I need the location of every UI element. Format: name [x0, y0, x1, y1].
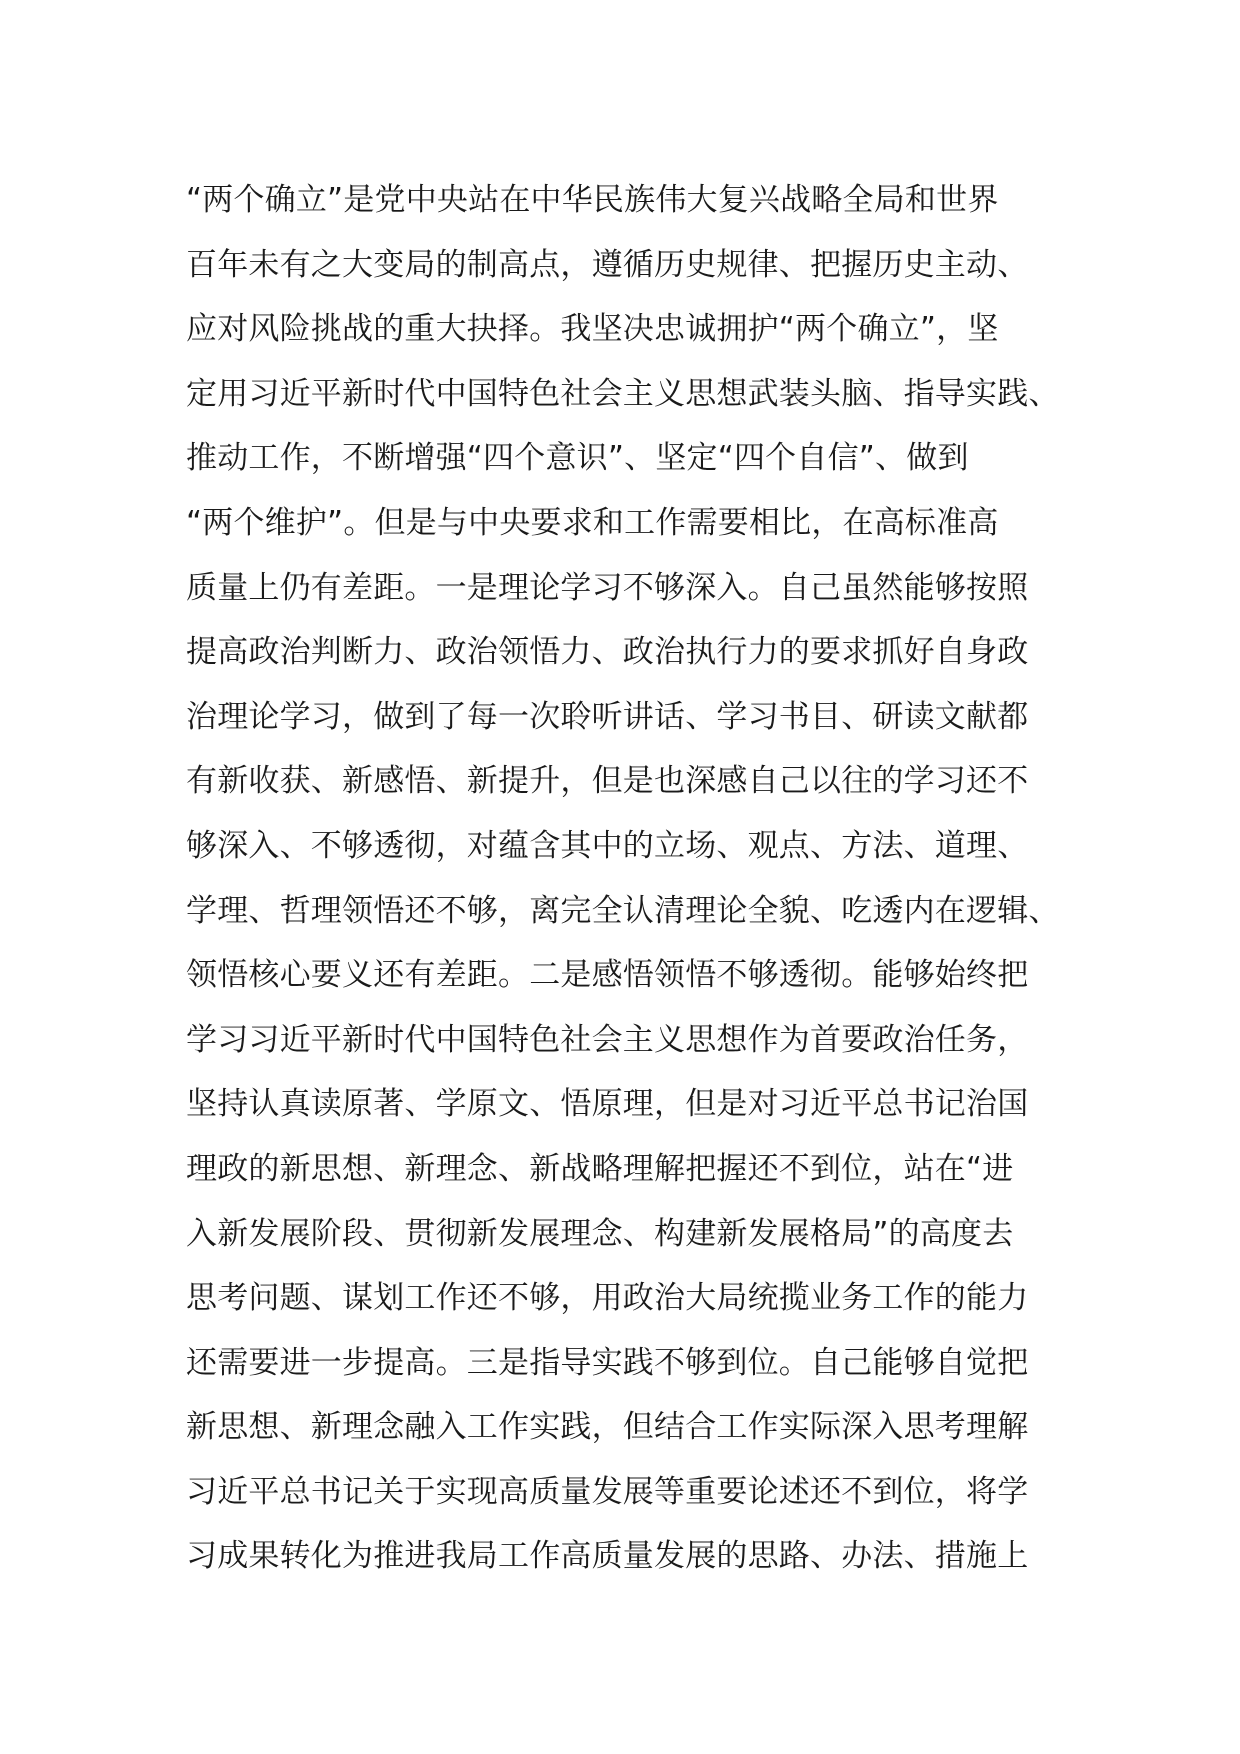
text-line: 应对风险挑战的重大抉择。我坚决忠诚拥护“两个确立”，坚	[186, 311, 999, 348]
text-line: 领悟核心要义还有差距。二是感悟领悟不够透彻。能够始终把	[186, 957, 1029, 994]
text-line: 百年未有之大变局的制高点，遵循历史规律、把握历史主动、	[186, 246, 1029, 283]
body-paragraph	[186, 168, 1066, 1589]
text-line: 提高政治判断力、政治领悟力、政治执行力的要求抓好自身政	[186, 634, 1029, 671]
text-line: 习近平总书记关于实现高质量发展等重要论述还不到位，将学	[186, 1473, 1029, 1510]
text-line: 入新发展阶段、贯彻新发展理念、构建新发展格局”的高度去	[186, 1215, 1014, 1252]
text-line: 学理、哲理领悟还不够，离完全认清理论全貌、吃透内在逻辑、	[186, 892, 1060, 929]
text-line: 学习习近平新时代中国特色社会主义思想作为首要政治任务，	[186, 1021, 1029, 1058]
text-line: 还需要进一步提高。三是指导实践不够到位。自己能够自觉把	[186, 1344, 1029, 1381]
text-line: 理政的新思想、新理念、新战略理解把握还不到位，站在“进	[186, 1150, 1014, 1187]
text-line: 够深入、不够透彻，对蕴含其中的立场、观点、方法、道理、	[186, 827, 1029, 864]
text-line: 推动工作，不断增强“四个意识”、坚定“四个自信”、做到	[186, 440, 969, 477]
text-line: 治理论学习，做到了每一次聆听讲话、学习书目、研读文献都	[186, 698, 1029, 735]
text-line: 质量上仍有差距。一是理论学习不够深入。自己虽然能够按照	[186, 569, 1029, 606]
text-line: “两个维护”。但是与中央要求和工作需要相比，在高标准高	[186, 504, 999, 541]
text-line: 有新收获、新感悟、新提升，但是也深感自己以往的学习还不	[186, 763, 1029, 800]
text-line: 新思想、新理念融入工作实践，但结合工作实际深入思考理解	[186, 1409, 1029, 1446]
text-line: 习成果转化为推进我局工作高质量发展的思路、办法、措施上	[186, 1538, 1029, 1575]
text-line: 思考问题、谋划工作还不够，用政治大局统揽业务工作的能力	[186, 1280, 1029, 1317]
text-line: 坚持认真读原著、学原文、悟原理，但是对习近平总书记治国	[186, 1086, 1029, 1123]
text-line: “两个确立”是党中央站在中华民族伟大复兴战略全局和世界	[186, 182, 999, 218]
text-line: 定用习近平新时代中国特色社会主义思想武装头脑、指导实践、	[186, 375, 1060, 412]
